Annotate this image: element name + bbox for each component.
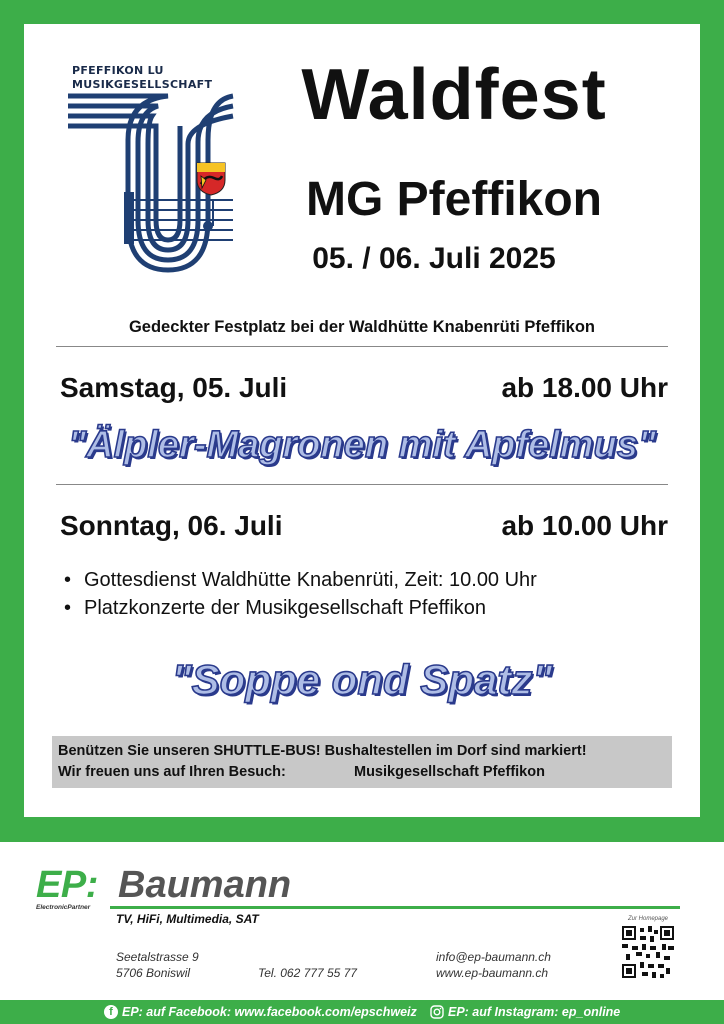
music-society-logo <box>68 60 238 300</box>
divider <box>56 484 668 485</box>
shuttle-line-1: Benützen Sie unseren SHUTTLE-BUS! Bushaltestellen im Dorf sind markiert! <box>58 743 587 759</box>
shuttle-greeting: Wir freuen uns auf Ihren Besuch: <box>58 764 286 780</box>
event-subtitle: MG Pfeffikon <box>306 173 602 226</box>
sunday-menu: "Soppe ond Spatz" <box>171 656 553 703</box>
social-bar <box>0 1000 724 1024</box>
qr-code[interactable] <box>622 926 674 978</box>
sponsor-website[interactable]: www.ep-baumann.ch <box>436 966 549 980</box>
sponsor-footer <box>0 842 724 1000</box>
coat-of-arms-icon <box>196 162 226 196</box>
program-item: • Gottesdienst Waldhütte Knabenrüti, Zeit: 10.00 Uhr <box>64 566 664 594</box>
divider <box>56 346 668 347</box>
facebook-icon: f <box>104 1005 118 1019</box>
logo-line-2: MUSIKGESELLSCHAFT <box>72 78 213 91</box>
sponsor-tagline: TV, HiFi, Multimedia, SAT <box>116 912 259 926</box>
shuttle-signature: Musikgesellschaft Pfeffikon <box>354 764 545 780</box>
logo-line-1: PFEFFIKON LU <box>72 64 164 77</box>
ep-partner-label: ElectronicPartner <box>36 904 91 911</box>
sponsor-email[interactable]: info@ep-baumann.ch <box>436 950 551 964</box>
instagram-link[interactable]: EP: auf Instagram: ep_online <box>448 1005 621 1019</box>
sunday-time: ab 10.00 Uhr <box>501 510 668 541</box>
saturday-time: ab 18.00 Uhr <box>501 372 668 403</box>
instagram-icon <box>430 1005 444 1019</box>
sponsor-name: Baumann <box>118 864 292 906</box>
qr-label: Zur Homepage <box>628 916 669 922</box>
event-title: Waldfest <box>301 55 607 135</box>
sunday-day: Sonntag, 06. Juli <box>60 510 283 541</box>
ep-logo-mark: EP: <box>36 864 98 906</box>
sunday-program <box>64 566 664 622</box>
sponsor-rule <box>110 906 680 909</box>
sponsor-street: Seetalstrasse 9 <box>116 950 199 964</box>
event-date: 05. / 06. Juli 2025 <box>312 242 556 275</box>
program-item: • Platzkonzerte der Musikgesellschaft Pfeffikon <box>64 594 664 622</box>
shuttle-line-2 <box>58 762 666 783</box>
facebook-link[interactable]: EP: auf Facebook: www.facebook.com/epschweiz <box>122 1005 417 1019</box>
poster <box>24 24 700 817</box>
saturday-menu: "Älpler-Magronen mit Apfelmus" <box>68 424 656 466</box>
event-location: Gedeckter Festplatz bei der Waldhütte Knabenrüti Pfeffikon <box>128 318 596 336</box>
saturday-day: Samstag, 05. Juli <box>60 372 288 403</box>
shuttle-notice <box>52 736 672 788</box>
sponsor-phone: Tel. 062 777 55 77 <box>258 966 357 980</box>
sponsor-city: 5706 Boniswil <box>116 966 191 980</box>
